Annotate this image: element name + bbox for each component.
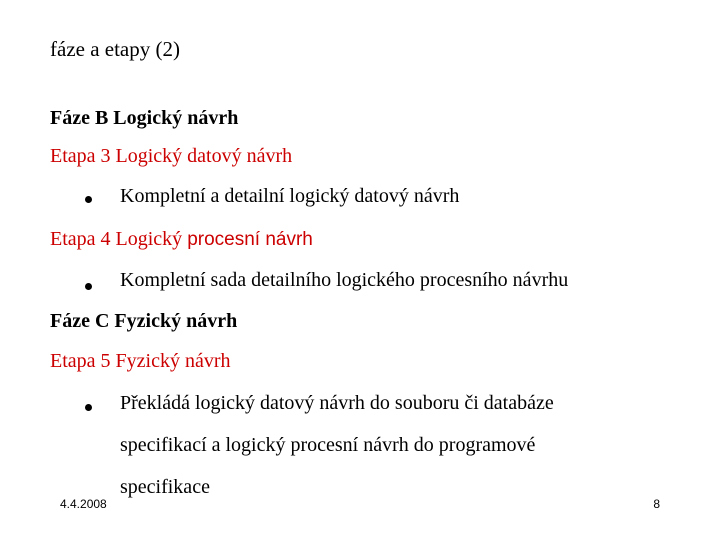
bullet-dot-icon: [85, 404, 92, 411]
stage-4-heading: [50, 225, 313, 254]
stage-5-item-line-3: specifikace: [120, 476, 210, 498]
footer-date: 4.4.2008: [60, 497, 107, 511]
stage-5-item-line-2: specifikací a logický procesní návrh do programové: [120, 434, 536, 456]
stage-5-item-line-1: Překládá logický datový návrh do souboru či databáze: [120, 392, 554, 414]
phase-c-heading: Fáze C Fyzický návrh: [50, 310, 238, 332]
phase-b-heading: Fáze B Logický návrh: [50, 107, 239, 129]
page-number: 8: [653, 497, 660, 511]
slide-title: fáze a etapy (2): [50, 37, 180, 61]
bullet-dot-icon: [85, 196, 92, 203]
stage-4-suffix: procesní návrh: [187, 229, 313, 250]
stage-3-heading: Etapa 3 Logický datový návrh: [50, 145, 293, 167]
stage-3-item: Kompletní a detailní logický datový návrh: [120, 185, 460, 207]
stage-4-item: Kompletní sada detailního logického procesního návrhu: [120, 269, 569, 291]
stage-4-prefix: Etapa 4 Logický: [50, 228, 188, 250]
stage-5-heading: Etapa 5 Fyzický návrh: [50, 350, 231, 372]
bullet-dot-icon: [85, 283, 92, 290]
